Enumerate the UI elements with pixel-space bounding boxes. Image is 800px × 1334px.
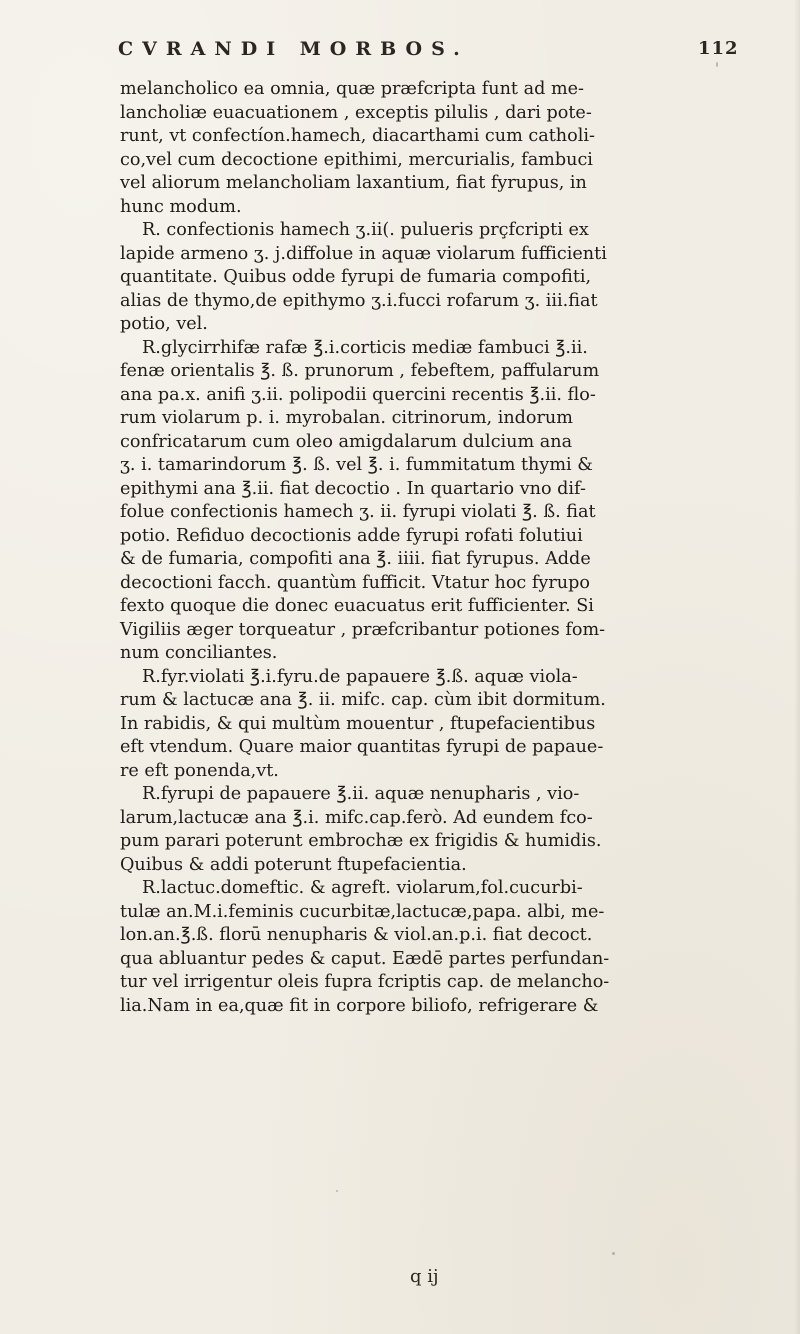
text-line: quantitate. Quibus odde fyrupi de fumaria compofiti, bbox=[120, 267, 592, 287]
text-line: R.lactuc.domeftic. & agreft. violarum,fol.cucurbi- bbox=[142, 878, 583, 898]
text-line: folue confectionis hamech ʒ. ii. fyrupi violati ℥. ß. fiat bbox=[120, 502, 596, 522]
text-line: vel aliorum melancholiam laxantium, fiat fyrupus, in bbox=[120, 173, 587, 193]
text-line: ʒ. i. tamarindorum ℥. ß. vel ℥. i. fummitatum thymi & bbox=[120, 455, 593, 475]
text-line: co,vel cum decoctione epithimi, mercurialis, fambuci bbox=[120, 149, 593, 170]
signature-mark: q ij bbox=[410, 1266, 439, 1287]
text-line: Quibus & addi poterunt ftupefacientia. bbox=[120, 854, 467, 875]
text-line: hunc modum. bbox=[120, 196, 242, 217]
text-line: fenæ orientalis ℥. ß. prunorum , febeftem, paffularum bbox=[120, 361, 600, 381]
text-line: eft vtendum. Quare maior quantitas fyrupi de papaue- bbox=[120, 737, 604, 757]
text-line: Vigiliis æger torqueatur , præfcribantur potiones fom- bbox=[120, 619, 606, 640]
text-line: rum violarum p. i. myrobalan. citrinorum, indorum bbox=[120, 408, 573, 428]
text-line: epithymi ana ℥.ii. fiat decoctio . In quartario vno dif- bbox=[120, 478, 586, 499]
text-line: & de fumaria, compofiti ana ℥. iiii. fiat fyrupus. Adde bbox=[120, 549, 591, 569]
running-title: CVRANDI MORBOS. bbox=[118, 38, 469, 60]
text-line: qua abluantur pedes & caput. Eædē partes perfundan- bbox=[120, 948, 610, 969]
text-line: lon.an.℥.ß. florū nenupharis & viol.an.p.i. fiat decoct. bbox=[120, 925, 593, 945]
text-line: alias de thymo,de epithymo ʒ.i.fucci rofarum ʒ. iii.fiat bbox=[120, 290, 598, 311]
text-line: num conciliantes. bbox=[120, 643, 278, 663]
text-line: lapide armeno ʒ. j.diffolue in aquæ violarum fufficienti bbox=[120, 243, 607, 264]
text-line: In rabidis, & qui multùm mouentur , ftupefacientibus bbox=[120, 713, 596, 734]
running-head bbox=[0, 30, 800, 70]
text-line: tulæ an.M.i.feminis cucurbitæ,lactucæ,papa. albi, me- bbox=[120, 901, 605, 922]
text-line: R.fyrupi de papauere ℥.ii. aquæ nenupharis , vio- bbox=[142, 784, 580, 804]
text-line: runt, vt confectíon.hamech, diacarthami cum catholi- bbox=[120, 126, 595, 146]
text-line: rum & lactucæ ana ℥. ii. mifc. cap. cùm ibit dormitum. bbox=[120, 690, 606, 710]
text-line: potio, vel. bbox=[120, 314, 208, 334]
page-edge-shadow bbox=[794, 0, 800, 1334]
text-line: fexto quoque die donec euacuatus erit fufficienter. Si bbox=[120, 596, 594, 616]
text-line: R. confectionis hamech ʒ.ii(. pulueris prçfcripti ex bbox=[142, 220, 589, 240]
text-line: confricatarum cum oleo amigdalarum dulcium ana bbox=[120, 431, 573, 452]
text-line: melancholico ea omnia, quæ præfcripta funt ad me- bbox=[120, 79, 584, 99]
page-number: 112 bbox=[698, 38, 739, 59]
paper-speck bbox=[336, 1190, 338, 1192]
text-line: re eft ponenda,vt. bbox=[120, 760, 279, 781]
text-line: lia.Nam in ea,quæ fit in corpore biliofo, refrigerare & bbox=[120, 995, 599, 1016]
text-line: lancholiæ euacuationem , exceptis pilulis , dari pote- bbox=[120, 102, 592, 123]
paper-speck bbox=[716, 62, 718, 67]
text-line: tur vel irrigentur oleis fupra fcriptis cap. de melancho- bbox=[120, 972, 610, 992]
text-line: pum parari poterunt embrochæ ex frigidis & humidis. bbox=[120, 831, 602, 851]
text-line: R.fyr.violati ℥.i.fyru.de papauere ℥.ß. aquæ viola- bbox=[142, 666, 578, 687]
text-line: larum,lactucæ ana ℥.i. mifc.cap.ferò. Ad eundem fco- bbox=[120, 807, 593, 828]
text-line: potio. Refiduo decoctionis adde fyrupi rofati folutiui bbox=[120, 525, 583, 546]
body-text bbox=[120, 78, 690, 1018]
text-line: R.glycirrhifæ rafæ ℥.i.corticis mediæ fambuci ℥.ii. bbox=[142, 337, 588, 358]
paper-speck bbox=[612, 1252, 615, 1255]
text-line: ana pa.x. anifi ʒ.ii. polipodii quercini recentis ℥.ii. flo- bbox=[120, 384, 596, 405]
text-line: decoctioni facch. quantùm fufficit. Vtatur hoc fyrupo bbox=[120, 572, 590, 593]
